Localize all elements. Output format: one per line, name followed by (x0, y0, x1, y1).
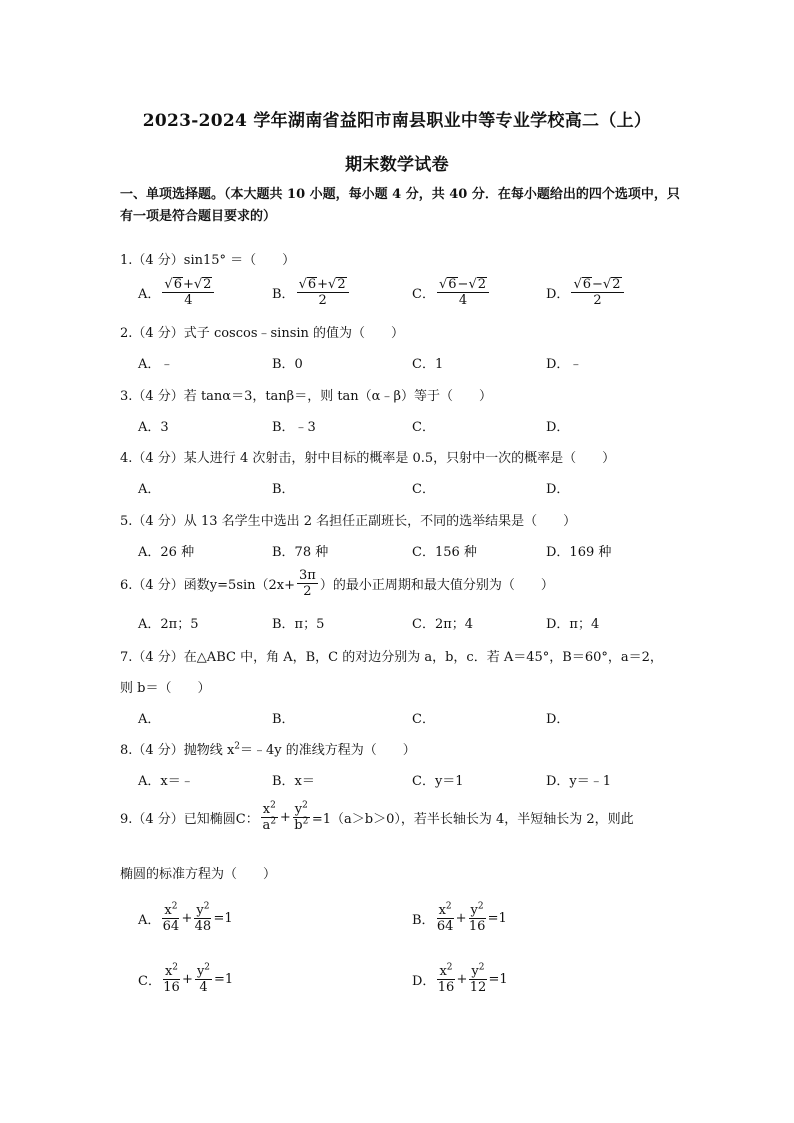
q1-a-fraction: $\frac{√6+√2}{4}$ (162, 277, 214, 308)
q1-c-fraction: $\frac{√6-√2}{4}$ (437, 277, 489, 308)
q3-option-a[interactable]: A．3 (138, 420, 169, 435)
q7-option-b[interactable]: B． (272, 712, 295, 727)
question-9-stem-line2: 椭圆的标准方程为（ ） (120, 867, 277, 882)
q5-option-c[interactable]: C．156 种 (412, 545, 477, 560)
q4-option-b[interactable]: B． (272, 482, 295, 497)
q2-option-b[interactable]: B．0 (272, 357, 303, 372)
q1-option-a[interactable]: A． $\frac{√6+√2}{4}$ (138, 277, 216, 308)
q2-option-d[interactable]: D．﹣ (546, 357, 583, 372)
question-2-stem: 2.（4 分）式子 coscos﹣sinsin 的值为（ ） (120, 326, 405, 341)
q7-option-a[interactable]: A． (138, 712, 161, 727)
q9-option-a[interactable]: A． $\frac{x^2}{64}$ + $\frac{y^2}{48}$ =1 (138, 901, 233, 934)
question-1-stem: 1.（4 分）sin15° ＝（ ） (120, 253, 296, 268)
q6-fraction: $\frac{3\pi}{2}$ (299, 568, 316, 599)
q4-option-a[interactable]: A． (138, 482, 161, 497)
q6-option-b[interactable]: B．π；5 (272, 617, 325, 632)
q8-option-b[interactable]: B．x＝ (272, 774, 315, 789)
q9-option-b[interactable]: B． $\frac{x^2}{64}$ + $\frac{y^2}{16}$ =1 (412, 901, 507, 934)
q3-option-b[interactable]: B．﹣3 (272, 420, 316, 435)
q8-option-c[interactable]: C．y＝1 (412, 774, 464, 789)
question-3-stem: 3.（4 分）若 tanα＝3，tanβ＝，则 tan（α﹣β）等于（ ） (120, 389, 492, 404)
question-4-stem: 4.（4 分）某人进行 4 次射击，射中目标的概率是 0.5，只射中一次的概率是（ ） (120, 451, 616, 466)
question-7-stem: 7.（4 分）在△ABC 中，角 A，B，C 的对边分别为 a，b，c．若 A＝45°，B＝60°，a＝2， (120, 650, 663, 665)
q2-option-c[interactable]: C．1 (412, 357, 444, 372)
q8-option-d[interactable]: D．y＝﹣1 (546, 774, 612, 789)
q5-option-b[interactable]: B．78 种 (272, 545, 329, 560)
q9-option-c[interactable]: C． $\frac{x^2}{16}$ + $\frac{y^2}{4}$ =1 (138, 962, 234, 995)
q2-option-a[interactable]: A．﹣ (138, 357, 174, 372)
exam-title-line1: 2023-2024 学年湖南省益阳市南县职业中等专业学校高二（上） (142, 111, 652, 131)
q4-option-d[interactable]: D． (546, 482, 570, 497)
question-5-stem: 5.（4 分）从 13 名学生中选出 2 名担任正副班长，不同的选举结果是（ ） (120, 514, 577, 529)
question-9-stem: 9.（4 分）已知椭圆C： $\frac{x^2}{a^2}$ + $\frac{y^2}{b^2}$ =1（a＞b＞0），若半长轴长为 4，半短轴长为 2，则此 (120, 800, 634, 833)
q6-option-d[interactable]: D．π；4 (546, 617, 600, 632)
q7-option-c[interactable]: C． (412, 712, 435, 727)
q1-b-fraction: $\frac{√6+√2}{2}$ (297, 277, 349, 308)
q3-option-c[interactable]: C． (412, 420, 435, 435)
exam-title-line2: 期末数学试卷 (345, 155, 449, 175)
q5-option-d[interactable]: D．169 种 (546, 545, 612, 560)
q1-d-fraction: $\frac{√6-√2}{2}$ (571, 277, 623, 308)
q4-option-c[interactable]: C． (412, 482, 435, 497)
q9-stem-fraction-x: $\frac{x^2}{a^2}$ (262, 800, 277, 833)
q1-option-b[interactable]: B． $\frac{√6+√2}{2}$ (272, 277, 351, 308)
section-heading: 一、单项选择题。（本大题共 10 小题，每小题 4 分，共 40 分．在每小题给出的四个选项中，只有一项是符合题目要求的） (120, 187, 680, 224)
q7-option-d[interactable]: D． (546, 712, 570, 727)
q1-option-d[interactable]: D． $\frac{√6-√2}{2}$ (546, 277, 626, 308)
q1-option-c[interactable]: C． $\frac{√6-√2}{4}$ (412, 277, 491, 308)
question-6-stem: 6.（4 分）函数y=5sin（2x+ $\frac{3\pi}{2}$ ）的最小正周期和最大值分别为（ ） (120, 568, 554, 599)
q9-option-d[interactable]: D． $\frac{x^2}{16}$ + $\frac{y^2}{12}$ =1 (412, 962, 508, 995)
q8-option-a[interactable]: A．x＝﹣ (138, 774, 194, 789)
q9-stem-fraction-y: $\frac{y^2}{b^2}$ (294, 800, 309, 833)
question-8-stem: 8.（4 分）抛物线 $x^2=﹣4y$ 的准线方程为（ ） (120, 741, 416, 758)
q6-option-c[interactable]: C．2π；4 (412, 617, 474, 632)
q5-option-a[interactable]: A．26 种 (138, 545, 195, 560)
q6-option-a[interactable]: A．2π；5 (138, 617, 199, 632)
question-7-stem-line2: 则 b＝（ ） (120, 681, 211, 696)
q3-option-d[interactable]: D． (546, 420, 570, 435)
